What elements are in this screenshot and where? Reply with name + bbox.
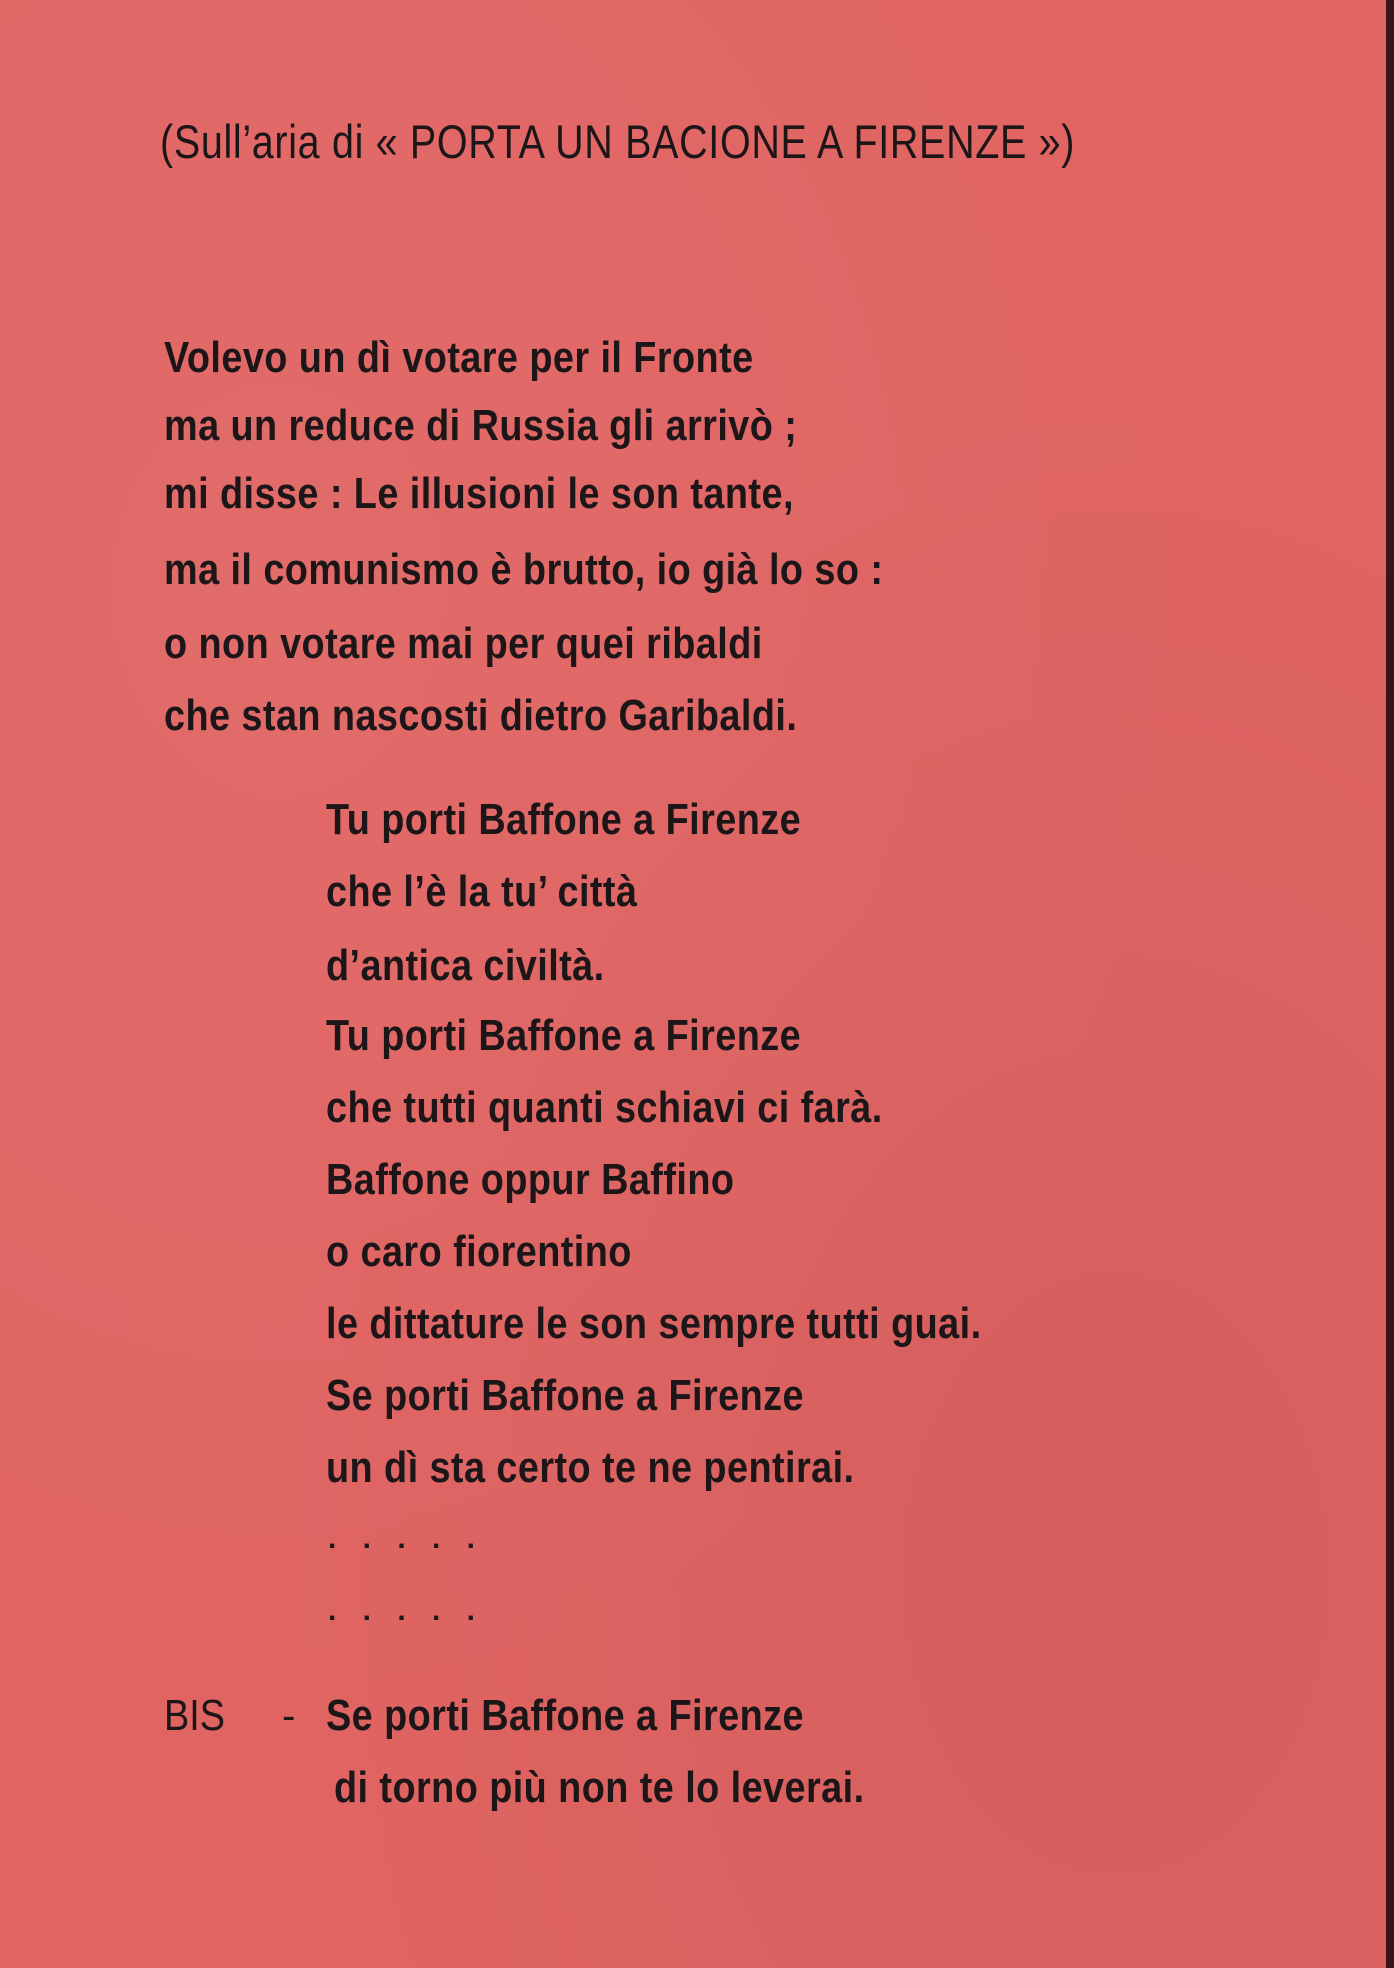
verse-line: ma il comunismo è brutto, io già lo so : (164, 545, 884, 594)
bis-line: Se porti Baffone a Firenze (326, 1691, 804, 1740)
chorus-line: che l’è la tu’ città (326, 867, 638, 916)
chorus-line: Tu porti Baffone a Firenze (326, 1011, 802, 1060)
chorus-line: un dì sta certo te ne pentirai. (326, 1443, 855, 1492)
ellipsis-mark: . . . . . (328, 1522, 485, 1555)
page-edge (1386, 0, 1394, 1968)
chorus-line: d’antica civiltà. (326, 941, 605, 990)
bis-separator: - (282, 1694, 296, 1738)
verse-line: mi disse : Le illusioni le son tante, (164, 469, 794, 518)
chorus-line: Se porti Baffone a Firenze (326, 1371, 804, 1420)
ellipsis-mark: . . . . . (328, 1594, 485, 1627)
chorus-line: Baffone oppur Baffino (326, 1155, 735, 1204)
song-title: (Sull’aria di « PORTA UN BACIONE A FIRENZE ») (160, 115, 1076, 168)
verse-line: Volevo un dì votare per il Fronte (164, 333, 754, 382)
chorus-line: Tu porti Baffone a Firenze (326, 795, 802, 844)
bis-line: di torno più non te lo leverai. (334, 1763, 865, 1812)
verse-line: ma un reduce di Russia gli arrivò ; (164, 401, 798, 450)
chorus-line: o caro fiorentino (326, 1227, 632, 1276)
bis-label: BIS (164, 1691, 225, 1740)
verse-line: o non votare mai per quei ribaldi (164, 619, 763, 668)
chorus-line: che tutti quanti schiavi ci farà. (326, 1083, 883, 1132)
verse-line: che stan nascosti dietro Garibaldi. (164, 691, 798, 740)
chorus-line: le dittature le son sempre tutti guai. (326, 1299, 982, 1348)
